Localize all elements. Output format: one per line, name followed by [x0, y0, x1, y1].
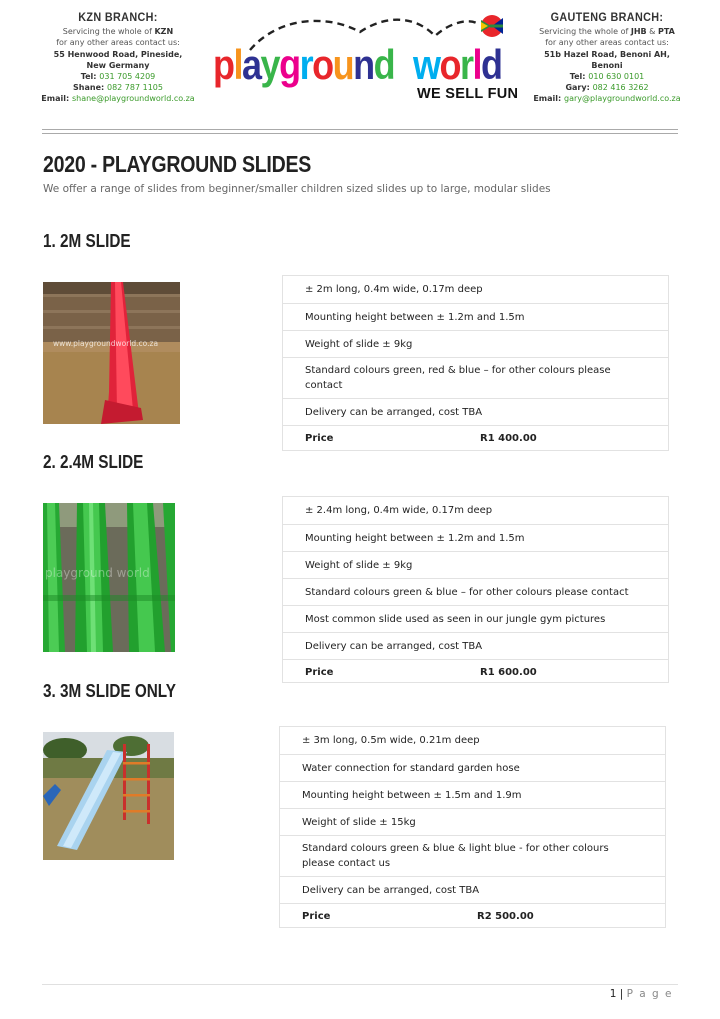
- kzn-contact: Shane: 082 787 1105: [73, 83, 163, 93]
- section-title-2-4m-slide: 2. 2.4M SLIDE: [43, 452, 144, 472]
- gauteng-other-areas: for any other areas contact us:: [545, 38, 669, 48]
- footer-divider: [42, 984, 678, 985]
- spec-row: Standard colours green, red & blue – for other colours please contact: [283, 357, 668, 398]
- gauteng-address-1: 51b Hazel Road, Benoni AH,: [544, 49, 670, 59]
- spec-table-2-4m: [282, 496, 669, 683]
- logo-tagline: WE SELL FUN: [417, 86, 519, 102]
- photo-watermark-2: playground world: [45, 566, 150, 580]
- kzn-address-2: New Germany: [86, 60, 150, 70]
- header-divider-top: [42, 129, 678, 130]
- spec-row: Mounting height between ± 1.5m and 1.9m: [280, 781, 665, 808]
- spec-row: ± 2m long, 0.4m wide, 0.17m deep: [305, 284, 483, 295]
- logo-word-playground: playground: [213, 40, 395, 88]
- photo-watermark-1: www.playgroundworld.co.za: [53, 339, 159, 348]
- gauteng-email-link[interactable]: gary@playgroundworld.co.za: [564, 94, 681, 104]
- kzn-address-1: 55 Henwood Road, Pineside,: [53, 49, 183, 59]
- gauteng-tel: Tel: 010 630 0101: [569, 72, 645, 82]
- photo-2-4m-green-slides: [43, 503, 175, 652]
- spec-table-3m: [279, 726, 666, 928]
- south-africa-flag-icon: [481, 15, 503, 37]
- gauteng-servicing: Servicing the whole of JHB & PTA: [539, 27, 675, 37]
- spec-row: Weight of slide ± 9kg: [283, 551, 668, 578]
- kzn-branch-info: [28, 12, 208, 105]
- spec-row: Standard colours green & blue & light blue - for other colours please contact us: [280, 835, 665, 876]
- header-divider-bottom: [42, 133, 678, 134]
- page-number: 1: [609, 988, 617, 1000]
- spec-row: ± 3m long, 0.5m wide, 0.21m deep: [302, 735, 480, 746]
- kzn-tel: Tel: 031 705 4209: [80, 72, 156, 82]
- playground-world-logo: [210, 10, 519, 105]
- spec-row: Weight of slide ± 9kg: [283, 330, 668, 357]
- spec-row: Mounting height between ± 1.2m and 1.5m: [283, 524, 668, 551]
- kzn-email-link[interactable]: shane@playgroundworld.co.za: [71, 94, 195, 104]
- price-value: R1 600.00: [480, 666, 537, 678]
- spec-row: Delivery can be arranged, cost TBA: [280, 876, 665, 903]
- price-row: Price R2 500.00: [280, 903, 665, 928]
- spec-row: Standard colours green & blue – for other colours please contact: [283, 578, 668, 605]
- spec-table-2m: [282, 275, 669, 451]
- spec-row: Most common slide used as seen in our jungle gym pictures: [283, 605, 668, 632]
- gauteng-branch-name: GAUTENG BRANCH:: [550, 10, 664, 24]
- spec-row: Delivery can be arranged, cost TBA: [283, 398, 668, 425]
- spec-row: Water connection for standard garden hose: [280, 754, 665, 781]
- page-footer: 1 | P a g e: [609, 988, 673, 1000]
- page-title: 2020 - PLAYGROUND SLIDES: [43, 151, 312, 177]
- page-label: P a g e: [626, 988, 673, 1000]
- spec-row: ± 2.4m long, 0.4m wide, 0.17m deep: [305, 505, 493, 516]
- photo-2m-red-slide: [43, 282, 180, 424]
- kzn-branch-name: KZN BRANCH:: [78, 10, 158, 24]
- gauteng-branch-info: [517, 12, 697, 105]
- gauteng-contact: Gary: 082 416 3262: [565, 83, 649, 93]
- spec-row: Mounting height between ± 1.2m and 1.5m: [283, 303, 668, 330]
- section-title-2m-slide: 1. 2M SLIDE: [43, 231, 131, 251]
- page-subtitle: We offer a range of slides from beginner/smaller children sized slides up to large, modular slides: [43, 183, 551, 195]
- logo-word-world: world: [413, 40, 502, 88]
- kzn-servicing: Servicing the whole of KZN: [62, 27, 174, 37]
- kzn-other-areas: for any other areas contact us:: [56, 38, 180, 48]
- photo-3m-blue-slide: [43, 732, 174, 860]
- spec-row: Weight of slide ± 15kg: [280, 808, 665, 835]
- price-value: R2 500.00: [477, 910, 534, 922]
- kzn-email: Email: shane@playgroundworld.co.za: [41, 94, 195, 104]
- spec-row: Delivery can be arranged, cost TBA: [283, 632, 668, 659]
- price-row: Price R1 400.00: [283, 425, 668, 450]
- price-value: R1 400.00: [480, 432, 537, 444]
- gauteng-email: Email: gary@playgroundworld.co.za: [533, 94, 681, 104]
- section-title-3m-slide-only: 3. 3M SLIDE ONLY: [43, 681, 176, 701]
- gauteng-address-2: Benoni: [591, 60, 623, 70]
- price-row: Price R1 600.00: [283, 659, 668, 684]
